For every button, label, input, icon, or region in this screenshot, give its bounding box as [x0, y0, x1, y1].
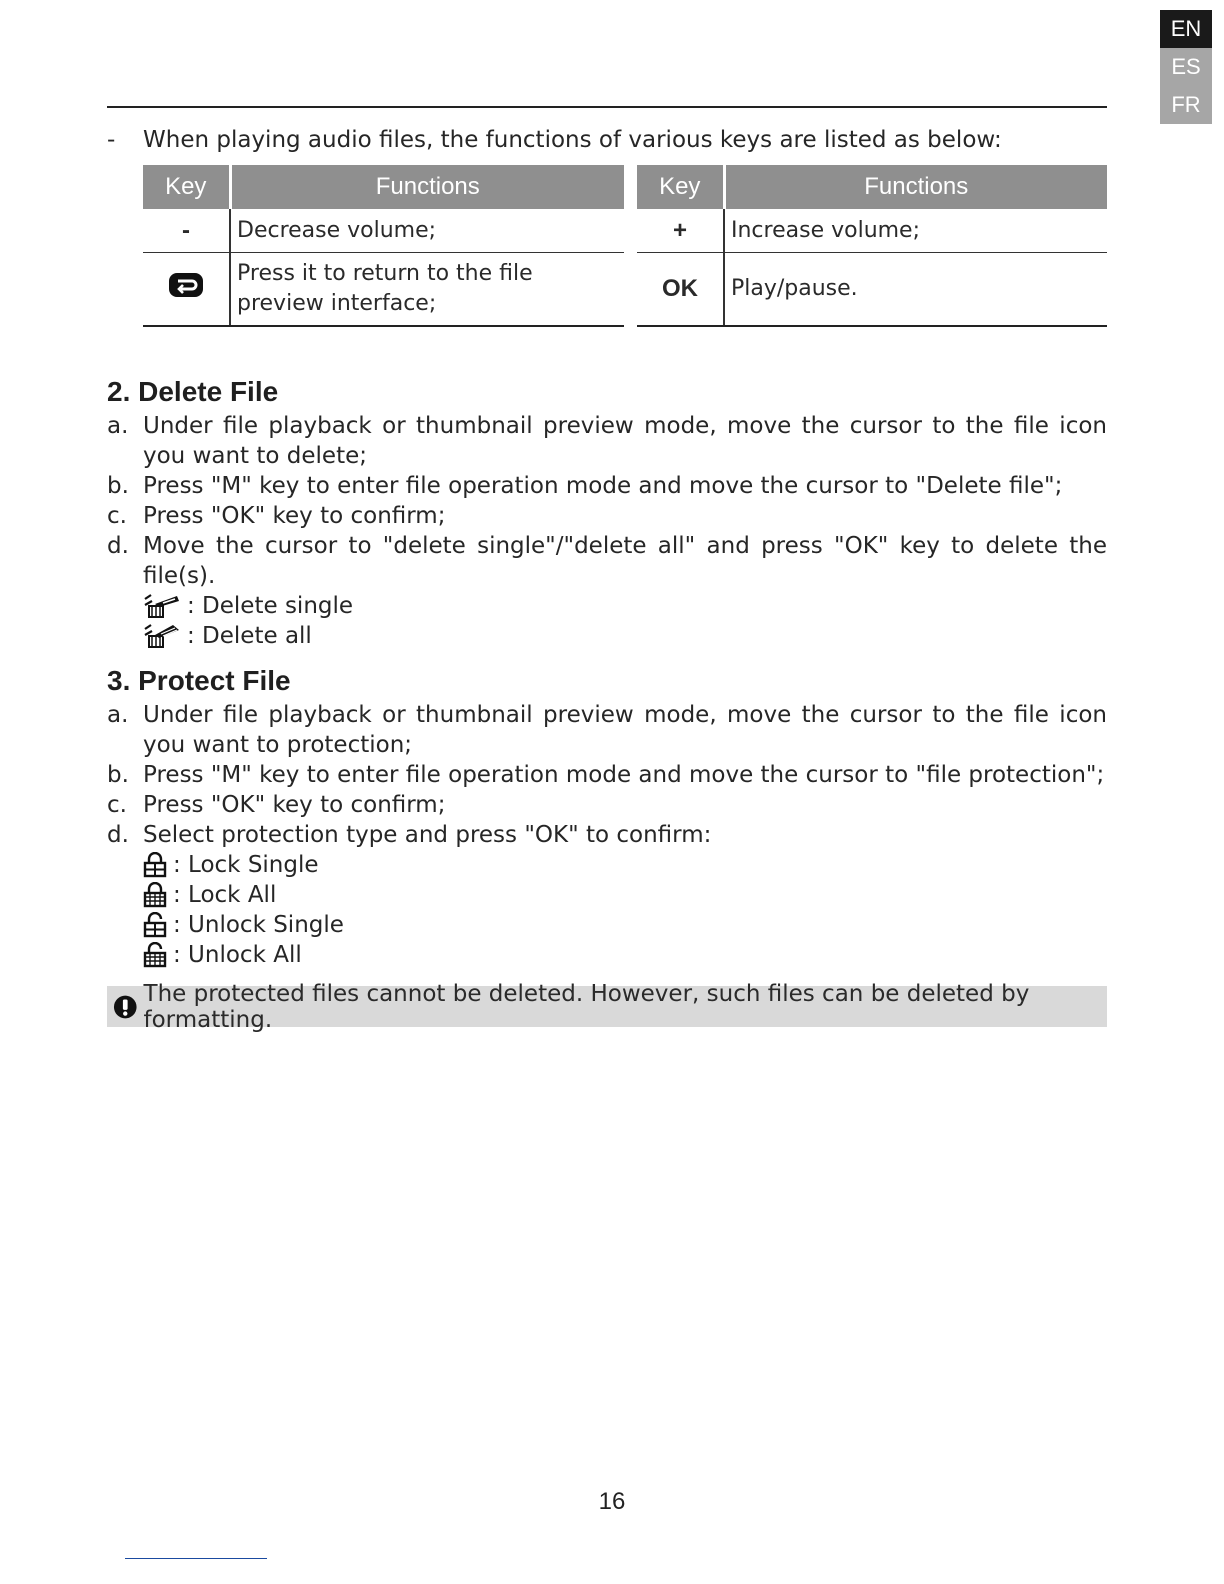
unlock-single-icon: [143, 912, 167, 938]
list-item: [107, 760, 1107, 790]
function-cell: Increase volume;: [724, 209, 1107, 253]
list-marker: d.: [107, 822, 129, 848]
table-row: [637, 253, 1107, 327]
list-text: Under file playback or thumbnail preview mode, move the cursor to the file icon you want to protection;: [143, 702, 1107, 758]
function-cell: Decrease volume;: [230, 209, 624, 253]
list-item: [107, 820, 1107, 850]
list-text: Press "M" key to enter file operation mode and move the cursor to "file protection";: [143, 762, 1105, 788]
key-header: Key: [143, 165, 230, 209]
warning-icon: [113, 994, 138, 1020]
lock-all-icon: [143, 882, 167, 908]
table-row: [143, 253, 624, 327]
language-tabs: [1160, 10, 1212, 124]
functions-header: Functions: [230, 165, 624, 209]
list-item: [107, 531, 1107, 591]
function-cell: Press it to return to the file preview interface;: [230, 253, 624, 327]
unlock-single-label: : Unlock Single: [173, 912, 344, 938]
key-table-right: [637, 165, 1107, 327]
list-marker: b.: [107, 762, 129, 788]
table-row: [637, 209, 1107, 253]
list-marker: d.: [107, 533, 129, 559]
delete-all-icon: [143, 623, 181, 649]
note-box: [107, 980, 1107, 1033]
key-cell: [143, 253, 230, 327]
lock-all-option: [107, 880, 1107, 910]
list-text: Move the cursor to "delete single"/"delete all" and press "OK" key to delete the file(s).: [143, 533, 1107, 589]
list-marker: b.: [107, 473, 129, 499]
functions-header: Functions: [724, 165, 1107, 209]
key-cell: OK: [637, 253, 724, 327]
function-cell: Play/pause.: [724, 253, 1107, 327]
key-header: Key: [637, 165, 724, 209]
list-text: Under file playback or thumbnail preview mode, move the cursor to the file icon you want to delete;: [143, 413, 1107, 469]
list-text: Press "OK" key to confirm;: [143, 792, 446, 818]
delete-file-section: [107, 373, 1107, 651]
list-text: Select protection type and press "OK" to confirm:: [143, 822, 712, 848]
list-marker: c.: [107, 503, 127, 529]
list-item: [107, 411, 1107, 471]
unlock-single-option: [107, 910, 1107, 940]
intro-text: When playing audio files, the functions of various keys are listed as below:: [143, 127, 1002, 153]
language-tab-fr[interactable]: FR: [1160, 86, 1212, 124]
delete-all-label: : Delete all: [187, 623, 312, 649]
key-cell: +: [637, 209, 724, 253]
delete-single-icon: [143, 593, 181, 619]
lock-single-option: [107, 850, 1107, 880]
list-marker: c.: [107, 792, 127, 818]
unlock-all-option: [107, 940, 1107, 970]
page-number: 16: [598, 1488, 626, 1515]
protect-file-title: 3. Protect File: [107, 665, 291, 696]
lock-single-label: : Lock Single: [173, 852, 319, 878]
top-divider: [107, 106, 1107, 108]
list-text: Press "OK" key to confirm;: [143, 503, 446, 529]
unlock-all-label: : Unlock All: [173, 942, 302, 968]
language-tab-es[interactable]: ES: [1160, 48, 1212, 86]
delete-single-option: [107, 591, 1107, 621]
list-text: Press "M" key to enter file operation mode and move the cursor to "Delete file";: [143, 473, 1063, 499]
unlock-all-icon: [143, 942, 167, 968]
language-tab-en[interactable]: EN: [1160, 10, 1212, 48]
lock-single-icon: [143, 852, 167, 878]
delete-file-title: 2. Delete File: [107, 376, 279, 407]
list-marker: a.: [107, 413, 129, 439]
key-cell: -: [143, 209, 230, 253]
protect-file-section: [107, 662, 1107, 970]
table-row: [143, 209, 624, 253]
footer-rule: [125, 1558, 267, 1559]
list-item: [107, 790, 1107, 820]
lock-all-label: : Lock All: [173, 882, 277, 908]
list-marker: a.: [107, 702, 129, 728]
list-item: [107, 700, 1107, 760]
list-item: [107, 501, 1107, 531]
delete-single-label: : Delete single: [187, 593, 354, 619]
key-table-left: [143, 165, 624, 327]
delete-all-option: [107, 621, 1107, 651]
return-key-icon: [168, 272, 204, 298]
intro-line: [107, 124, 1107, 156]
intro-dash: -: [107, 127, 116, 153]
list-item: [107, 471, 1107, 501]
note-text: The protected files cannot be deleted. However, such files can be deleted by formatting.: [143, 980, 1030, 1033]
